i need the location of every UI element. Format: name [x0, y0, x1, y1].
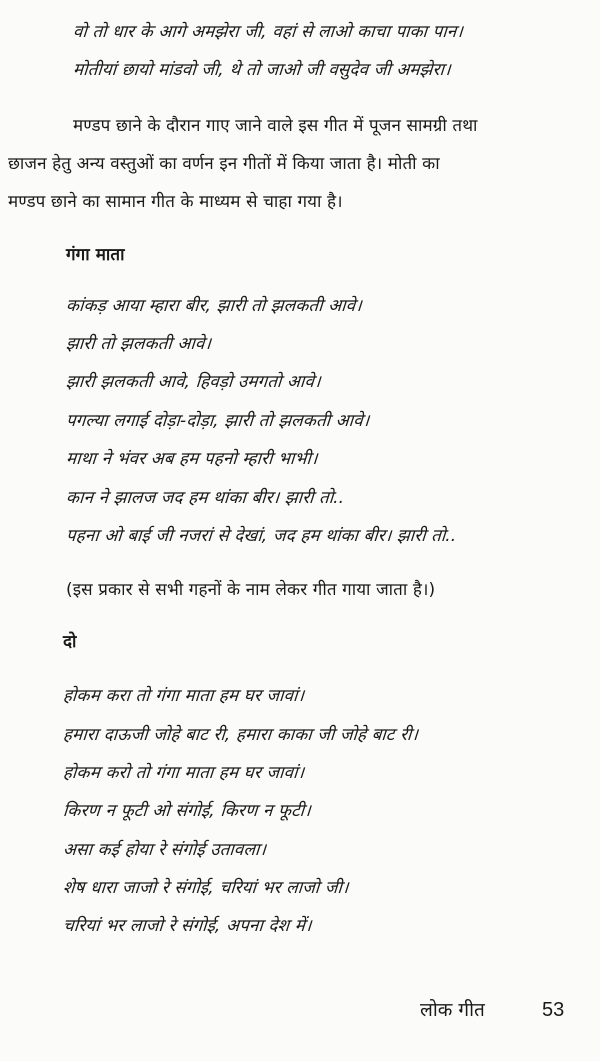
intro-verse-line-2: मोतीयां छायो मांडवो जी, थे तो जाओ जी वसुदेव जी अमझेरा। — [72, 60, 452, 80]
paragraph-line-2: छाजन हेतु अन्य वस्तुओं का वर्णन इन गीतों में किया जाता है। मोती का — [8, 154, 440, 174]
paragraph-line-1: मण्डप छाने के दौरान गाए जाने वाले इस गीत में पूजन सामग्री तथा — [73, 116, 478, 136]
verse-line: कान ने झालज जद हम थांका बीर। झारी तो.. — [65, 488, 346, 508]
section-note: (इस प्रकार से सभी गहनों के नाम लेकर गीत गाया जाता है।) — [66, 580, 436, 600]
footer-book-title: लोक गीत — [420, 999, 485, 1021]
section-heading-ganga-mata: गंगा माता — [66, 245, 125, 265]
intro-verse-line-1: वो तो धार के आगे अमझेरा जी, वहां से लाओ काचा पाका पान। — [72, 22, 464, 42]
verse-line: कांकड़ आया म्हारा बीर, झारी तो झलकती आवे। — [65, 296, 363, 316]
verse-line: झारी तो झलकती आवे। — [65, 334, 212, 354]
verse-line: होकम करो तो गंगा माता हम घर जावां। — [62, 763, 305, 783]
verse-line: शेष धारा जाजो रे संगोई, चरियां भर लाजो जी। — [62, 878, 350, 898]
page-number: 53 — [542, 999, 565, 1021]
verse-line: हमारा दाऊजी जोहे बाट री, हमारा काका जी जोहे बाट री। — [62, 725, 419, 745]
verse-line: किरण न फूटी ओ संगोई, किरण न फूटी। — [62, 801, 312, 821]
verse-line: चरियां भर लाजो रे संगोई, अपना देश में। — [62, 916, 313, 936]
paragraph-line-3: मण्डप छाने का सामान गीत के माध्यम से चाहा गया है। — [8, 192, 343, 212]
verse-line: झारी झलकती आवे, हिवड़ो उमगतो आवे। — [65, 372, 322, 392]
section-heading-do: दो — [63, 632, 77, 652]
verse-line: माथा ने भंवर अब हम पहनो म्हारी भाभी। — [65, 449, 319, 469]
verse-line: होकम करा तो गंगा माता हम घर जावां। — [62, 686, 305, 706]
verse-line: असा कई होया रे संगोई उतावला। — [62, 840, 267, 860]
verse-line: पहना ओ बाई जी नजरां से देखां, जद हम थांका बीर। झारी तो.. — [65, 526, 458, 546]
verse-line: पगल्या लगाई दोड़ा-दोड़ा, झारी तो झलकती आवे। — [65, 411, 371, 431]
